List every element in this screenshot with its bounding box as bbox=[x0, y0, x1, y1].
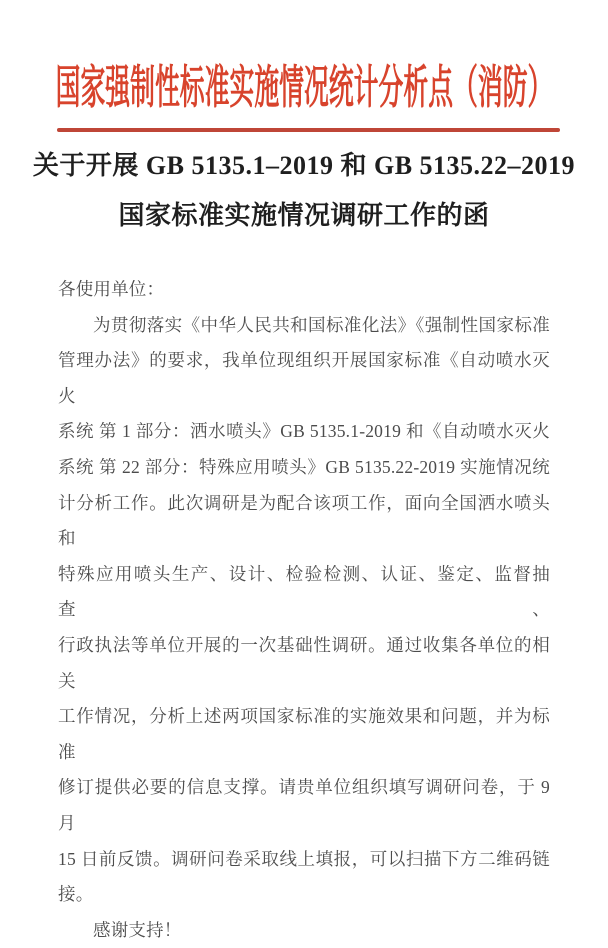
body-line: 15 日前反馈。调研问卷采取线上填报，可以扫描下方二维码链 bbox=[58, 848, 550, 869]
body-line: 特殊应用喷头生产、设计、检验检测、认证、鉴定、监督抽查、 bbox=[58, 563, 550, 620]
document-title bbox=[0, 141, 608, 241]
body-line: 管理办法》的要求，我单位现组织开展国家标准《自动喷水灭火 bbox=[58, 350, 550, 406]
body-line: 为贯彻落实《中华人民共和国标准化法》《强制性国家标准 bbox=[93, 314, 550, 335]
body-line: 行政执法等单位开展的一次基础性调研。通过收集各单位的相关 bbox=[58, 634, 550, 691]
letter-body bbox=[58, 272, 550, 948]
masthead-banner bbox=[0, 56, 608, 120]
body-line: 各使用单位： bbox=[58, 279, 165, 299]
body-line: 感谢支持！ bbox=[93, 919, 182, 940]
body-line: 系统 第 1 部分：洒水喷头》GB 5135.1-2019 和《自动喷水灭火 bbox=[58, 421, 550, 442]
body-line: 系统 第 22 部分：特殊应用喷头》GB 5135.22-2019 实施情况统 bbox=[58, 456, 550, 477]
document-title-line1: 关于开展 GB 5135.1–2019 和 GB 5135.22–2019 bbox=[32, 151, 576, 180]
body-line: 接。 bbox=[58, 884, 94, 905]
document-title-line2: 国家标准实施情况调研工作的函 bbox=[118, 201, 490, 230]
body-line: 修订提供必要的信息支撑。请贵单位组织填写调研问卷，于 9 月 bbox=[58, 777, 550, 833]
body-line: 工作情况，分析上述两项国家标准的实施效果和问题，并为标准 bbox=[58, 706, 550, 762]
body-line: 计分析工作。此次调研是为配合该项工作，面向全国洒水喷头和 bbox=[58, 492, 550, 549]
masthead-divider-line bbox=[57, 128, 560, 132]
masthead-banner-text: 国家强制性标准实施情况统计分析点（消防） bbox=[55, 62, 553, 113]
